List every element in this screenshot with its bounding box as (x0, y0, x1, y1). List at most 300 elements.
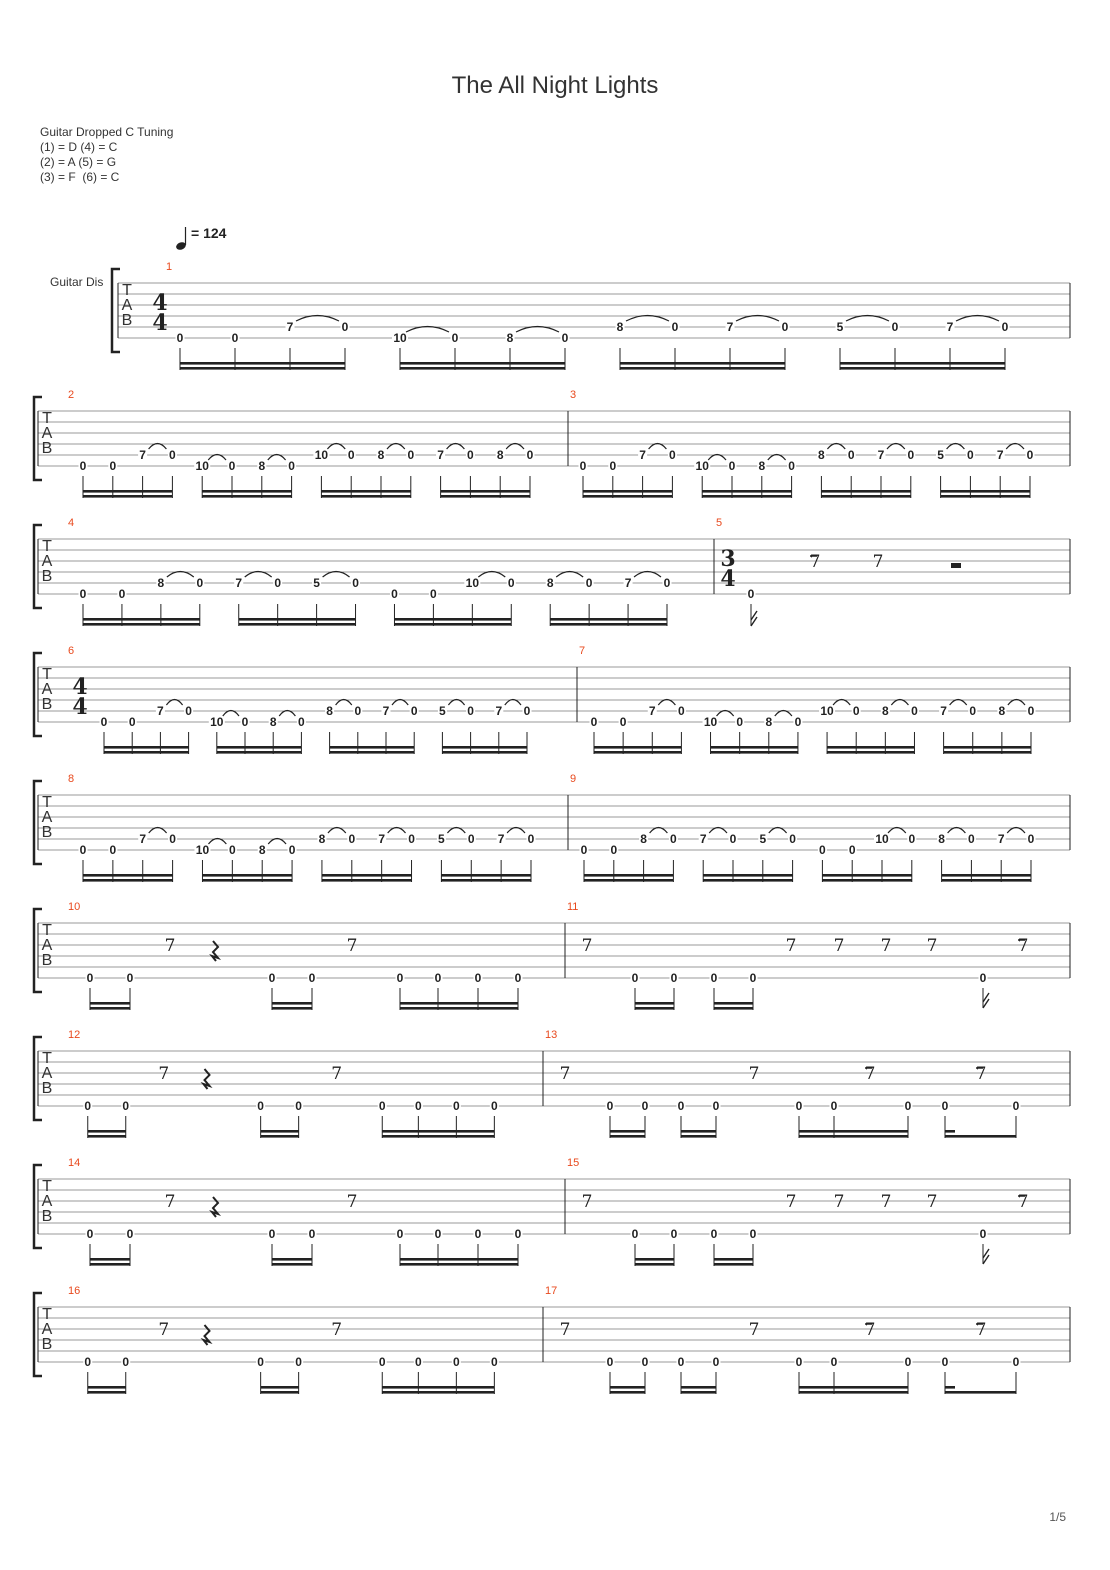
fret-number: 8 (546, 576, 554, 590)
eighth-rest: 7 (872, 552, 884, 572)
fret-number: 0 (736, 715, 744, 729)
fret-number: 5 (759, 832, 767, 846)
tab-clef-letter: T (42, 1306, 52, 1323)
time-signature-top: 3 (720, 546, 736, 572)
fret-number: 0 (430, 587, 437, 601)
beam (441, 495, 530, 498)
fret-number: 8 (157, 576, 165, 590)
fret-number: 0 (610, 843, 618, 857)
quarter-rest (204, 1325, 210, 1345)
fret-number: 0 (619, 715, 627, 729)
beam (944, 746, 1031, 749)
beam (711, 751, 798, 754)
fret-number: 8 (258, 459, 266, 473)
fret-number: 0 (396, 1227, 404, 1241)
quarter-rest (212, 1197, 218, 1217)
page-number: 1/5 (1049, 1510, 1066, 1524)
tab-clef-letter: T (42, 410, 52, 427)
beam (635, 1007, 674, 1010)
beam (217, 746, 302, 749)
fret-number: 0 (561, 331, 569, 345)
beam (620, 362, 785, 365)
fret-number: 0 (712, 1355, 720, 1369)
eighth-rest: 7 (346, 1192, 358, 1212)
beam (330, 746, 415, 749)
measure-number: 3 (570, 389, 577, 401)
fret-number: 0 (670, 1227, 678, 1241)
eighth-rest: 7 (559, 1320, 571, 1340)
beam (821, 490, 910, 493)
fret-number: 0 (86, 971, 94, 985)
tab-clef-letter: B (121, 312, 133, 329)
quarter-rest (212, 941, 218, 961)
tab-clef-letter: A (121, 297, 133, 314)
beam (83, 879, 173, 882)
fret-number: 7 (996, 448, 1004, 462)
beam (104, 751, 189, 754)
beam (104, 746, 189, 749)
beam-partial (945, 1130, 955, 1133)
fret-number: 0 (527, 832, 535, 846)
fret-number: 7 (648, 704, 656, 718)
fret-number: 7 (157, 704, 164, 718)
track-label: Guitar Dis (50, 275, 104, 289)
fret-number: 5 (439, 704, 446, 718)
beam (714, 1258, 753, 1261)
fret-number: 0 (677, 1355, 685, 1369)
beam (382, 1130, 494, 1133)
beam (83, 495, 172, 498)
fret-number: 8 (881, 704, 889, 718)
tab-clef-letter: A (41, 809, 53, 826)
fret-number: 8 (640, 832, 647, 846)
beam (321, 490, 410, 493)
beam (635, 1258, 674, 1261)
fret-number: 0 (378, 1355, 386, 1369)
fret-number: 0 (891, 320, 899, 334)
tab-clef-letter: B (41, 440, 53, 457)
fret-number: 5 (313, 576, 320, 590)
beam (441, 874, 531, 877)
fret-number: 7 (639, 448, 646, 462)
tab-clef-letter: T (42, 1178, 52, 1195)
beam (610, 1135, 645, 1138)
fret-number: 0 (185, 704, 192, 718)
eighth-rest: 7 (926, 1192, 938, 1212)
beam (90, 1007, 130, 1010)
fret-number: 0 (904, 1099, 912, 1113)
beam (942, 874, 1031, 877)
tab-clef-letter: B (41, 568, 53, 585)
beam (442, 751, 527, 754)
beam (550, 623, 667, 626)
beam (261, 1135, 299, 1138)
fret-number: 0 (79, 843, 87, 857)
beam (681, 1391, 716, 1394)
fret-number: 7 (940, 704, 947, 718)
fret-number: 0 (749, 971, 757, 985)
beam (584, 874, 673, 877)
fret-number: 8 (616, 320, 624, 334)
fret-number: 0 (196, 576, 204, 590)
fret-number: 0 (669, 448, 676, 462)
fret-number: 0 (79, 587, 87, 601)
fret-number: 0 (415, 1355, 422, 1369)
fret-number: 0 (415, 1099, 422, 1113)
fret-number: 0 (86, 1227, 94, 1241)
fret-number: 0 (710, 1227, 718, 1241)
fret-number: 8 (496, 448, 504, 462)
quarter-rest (204, 1069, 210, 1089)
beam (583, 495, 672, 498)
fret-number: 0 (514, 971, 522, 985)
fret-number: 0 (84, 1355, 92, 1369)
beam (382, 1391, 494, 1394)
fret-number: 0 (969, 704, 977, 718)
beam (272, 1002, 312, 1005)
fret-number: 8 (258, 843, 266, 857)
beam (217, 751, 302, 754)
beam (594, 746, 681, 749)
fret-number: 0 (609, 459, 617, 473)
fret-number: 7 (235, 576, 243, 590)
fret-number: 0 (118, 587, 126, 601)
time-signature-bottom: 4 (72, 694, 88, 720)
time-signature-bottom: 4 (720, 566, 736, 592)
beam (822, 874, 911, 877)
fret-number: 0 (288, 843, 296, 857)
measure-number: 1 (166, 261, 173, 273)
tab-clef-letter: A (41, 425, 53, 442)
fret-number: 0 (126, 971, 134, 985)
fret-number: 0 (1026, 448, 1034, 462)
fret-number: 0 (941, 1099, 949, 1113)
beam (584, 879, 673, 882)
fret-number: 0 (670, 832, 677, 846)
fret-number: 10 (393, 331, 407, 345)
fret-number: 0 (677, 1099, 685, 1113)
eighth-rest: 7 (158, 1064, 170, 1084)
fret-number: 0 (781, 320, 789, 334)
beam (442, 746, 527, 749)
beam (583, 490, 672, 493)
fret-number: 0 (580, 843, 588, 857)
fret-number: 0 (830, 1355, 838, 1369)
fret-number: 0 (967, 448, 974, 462)
measure-number: 11 (567, 901, 579, 913)
fret-number: 7 (382, 704, 390, 718)
fret-number: 10 (314, 448, 329, 462)
fret-number: 0 (670, 971, 678, 985)
fret-number: 0 (979, 1227, 987, 1241)
song-title: The All Night Lights (451, 72, 659, 99)
eighth-rest: 7 (164, 1192, 176, 1212)
fret-number: 0 (109, 459, 117, 473)
fret-number: 7 (139, 448, 146, 462)
fret-number: 0 (671, 320, 679, 334)
beam (610, 1130, 645, 1133)
beam (394, 618, 511, 621)
beam (202, 874, 292, 877)
eighth-rest: 7 (581, 936, 593, 956)
beam (620, 367, 785, 370)
fret-number: 0 (410, 704, 418, 718)
fret-number: 0 (257, 1355, 264, 1369)
eighth-rest: 7 (833, 936, 845, 956)
measure-number: 8 (68, 773, 75, 785)
fret-number: 7 (726, 320, 734, 334)
fret-number: 0 (585, 576, 593, 590)
eighth-rest: 7 (331, 1064, 343, 1084)
fret-number: 10 (210, 715, 224, 729)
fret-number: 0 (507, 576, 515, 590)
eighth-rest: 7 (748, 1320, 760, 1340)
tempo-marking: = 124 (191, 225, 227, 241)
fret-number: 8 (758, 459, 766, 473)
fret-number: 0 (288, 459, 295, 473)
fret-number: 7 (877, 448, 885, 462)
fret-number: 0 (819, 843, 826, 857)
fret-number: 10 (465, 576, 480, 590)
tab-clef-letter: T (42, 794, 52, 811)
beam (83, 623, 200, 626)
tab-clef-letter: B (41, 1336, 53, 1353)
measure-number: 10 (68, 901, 81, 913)
beam (239, 618, 356, 621)
fret-number: 0 (268, 971, 276, 985)
beam (90, 1002, 130, 1005)
measure-number: 13 (545, 1029, 558, 1041)
fret-number: 0 (1012, 1355, 1020, 1369)
beam (840, 362, 1005, 365)
measure-number: 4 (68, 517, 75, 529)
fret-number: 0 (968, 832, 975, 846)
fret-number: 7 (139, 832, 147, 846)
beam (322, 879, 412, 882)
fret-number: 0 (789, 832, 796, 846)
fret-number: 0 (348, 832, 356, 846)
fret-number: 0 (904, 1355, 912, 1369)
beam (400, 367, 565, 370)
measure-number: 17 (545, 1285, 558, 1297)
fret-number: 0 (126, 1227, 134, 1241)
fret-number: 0 (1027, 704, 1035, 718)
fret-number: 0 (907, 448, 915, 462)
beam (261, 1391, 299, 1394)
tab-clef-letter: B (41, 952, 53, 969)
eighth-rest: 7 (331, 1320, 343, 1340)
fret-number: 0 (176, 331, 184, 345)
fret-number: 0 (407, 448, 415, 462)
fret-number: 0 (228, 843, 236, 857)
beam (400, 1263, 518, 1266)
fret-number: 0 (79, 459, 87, 473)
eighth-rest: 7 (880, 1192, 892, 1212)
beam (610, 1386, 645, 1389)
beam (261, 1130, 299, 1133)
beam (711, 746, 798, 749)
fret-number: 0 (795, 1099, 803, 1113)
fret-number: 0 (848, 843, 856, 857)
fret-number: 0 (308, 971, 316, 985)
measure-number: 5 (716, 517, 723, 529)
tab-clef-letter: A (41, 1193, 53, 1210)
measure-number: 15 (567, 1157, 580, 1169)
fret-number: 0 (1027, 832, 1035, 846)
fret-number: 0 (1012, 1099, 1020, 1113)
fret-number: 0 (728, 459, 736, 473)
time-signature-top: 4 (72, 674, 88, 700)
beam (202, 495, 291, 498)
beam (799, 1135, 908, 1138)
eighth-rest: 7 (559, 1064, 571, 1084)
note-flag (983, 993, 989, 1008)
fret-number: 0 (749, 1227, 757, 1241)
eighth-rest: 7 (785, 1192, 797, 1212)
beam (714, 1002, 753, 1005)
fret-number: 0 (231, 331, 239, 345)
fret-number: 0 (606, 1355, 614, 1369)
fret-number: 0 (298, 715, 305, 729)
eighth-rest: 7 (164, 936, 176, 956)
fret-number: 0 (128, 715, 136, 729)
fret-number: 0 (378, 1099, 386, 1113)
fret-number: 0 (794, 715, 802, 729)
beam (702, 495, 791, 498)
fret-number: 0 (451, 331, 459, 345)
beam (88, 1386, 126, 1389)
beam (681, 1386, 716, 1389)
fret-number: 0 (491, 1355, 498, 1369)
beam (944, 751, 1031, 754)
fret-number: 0 (908, 832, 916, 846)
fret-number: 7 (699, 832, 707, 846)
beam (550, 618, 667, 621)
fret-number: 0 (911, 704, 918, 718)
fret-number: 8 (765, 715, 773, 729)
beam (272, 1263, 312, 1266)
tab-clef-letter: B (41, 1080, 53, 1097)
beam (703, 874, 792, 877)
beam (90, 1258, 130, 1261)
fret-number: 0 (710, 971, 718, 985)
note-flag (983, 1249, 989, 1264)
fret-number: 8 (818, 448, 825, 462)
fret-number: 0 (295, 1099, 302, 1113)
fret-number: 8 (269, 715, 277, 729)
fret-number: 7 (497, 832, 505, 846)
tab-clef-letter: B (41, 696, 53, 713)
fret-number: 0 (788, 459, 795, 473)
fret-number: 0 (169, 448, 176, 462)
tab-clef-letter: A (41, 1321, 53, 1338)
measure-number: 14 (68, 1157, 81, 1169)
fret-number: 0 (122, 1355, 130, 1369)
eighth-rest: 7 (346, 936, 358, 956)
fret-number: 0 (491, 1099, 498, 1113)
fret-number: 0 (979, 971, 987, 985)
sixteenth-rest: 7 (1017, 936, 1029, 956)
beam (400, 1007, 518, 1010)
fret-number: 0 (514, 1227, 522, 1241)
fret-number: 5 (937, 448, 944, 462)
time-signature-top: 4 (152, 290, 168, 316)
fret-number: 0 (434, 971, 442, 985)
half-rest (951, 563, 961, 568)
fret-number: 0 (526, 448, 534, 462)
sixteenth-rest: 7 (864, 1320, 876, 1340)
beam (180, 367, 345, 370)
fret-number: 0 (268, 1227, 276, 1241)
beam (83, 490, 172, 493)
beam (441, 879, 531, 882)
fret-number: 0 (169, 832, 176, 846)
tab-clef-letter: T (42, 922, 52, 939)
beam (272, 1258, 312, 1261)
beam (840, 367, 1005, 370)
fret-number: 0 (467, 704, 474, 718)
beam (261, 1386, 299, 1389)
fret-number: 0 (308, 1227, 316, 1241)
fret-number: 10 (195, 459, 209, 473)
fret-number: 0 (122, 1099, 130, 1113)
fret-number: 5 (438, 832, 445, 846)
fret-number: 0 (631, 1227, 639, 1241)
fret-number: 7 (997, 832, 1005, 846)
fret-number: 0 (241, 715, 249, 729)
tuning-line: (1) = D (4) = C (40, 140, 118, 154)
fret-number: 7 (286, 320, 294, 334)
tab-clef-letter: A (41, 937, 53, 954)
beam (594, 751, 681, 754)
measure-number: 9 (570, 773, 577, 785)
measure-number: 2 (68, 389, 75, 401)
fret-number: 7 (624, 576, 632, 590)
tuning-line: (2) = A (5) = G (40, 155, 117, 169)
beam (322, 874, 412, 877)
eighth-rest: 7 (158, 1320, 170, 1340)
tab-clef-letter: A (41, 1065, 53, 1082)
fret-number: 0 (941, 1355, 949, 1369)
eighth-rest: 7 (833, 1192, 845, 1212)
tab-clef-letter: T (122, 282, 132, 299)
beam (821, 495, 910, 498)
beam (400, 1258, 518, 1261)
fret-number: 7 (946, 320, 954, 334)
beam (714, 1007, 753, 1010)
fret-number: 0 (830, 1099, 838, 1113)
fret-number: 0 (747, 587, 755, 601)
fret-number: 0 (847, 448, 855, 462)
fret-number: 10 (195, 843, 210, 857)
beam (945, 1391, 1016, 1394)
fret-number: 0 (341, 320, 349, 334)
fret-number: 8 (506, 331, 514, 345)
beam (635, 1263, 674, 1266)
fret-number: 0 (228, 459, 236, 473)
beam (202, 879, 292, 882)
beam (714, 1263, 753, 1266)
fret-number: 0 (347, 448, 355, 462)
fret-number: 10 (695, 459, 709, 473)
fret-number: 0 (1001, 320, 1009, 334)
fret-number: 0 (109, 843, 117, 857)
beam (180, 362, 345, 365)
beam (827, 751, 914, 754)
fret-number: 7 (437, 448, 444, 462)
fret-number: 8 (326, 704, 333, 718)
fret-number: 10 (820, 704, 834, 718)
